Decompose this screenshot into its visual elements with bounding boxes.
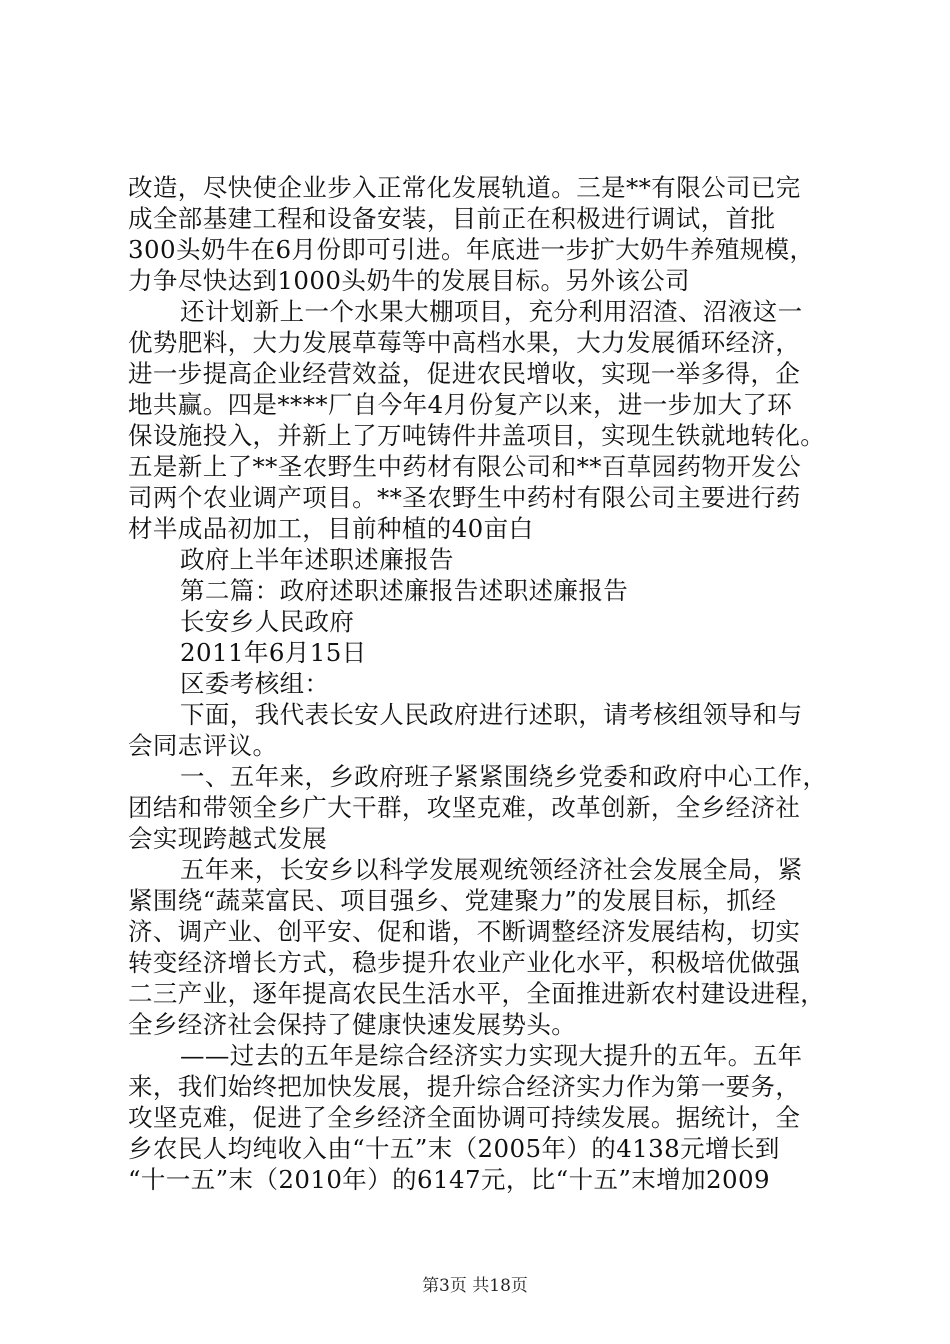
text-line: 乡农民人均纯收入由“十五”末（2005年）的4138元增长到: [128, 1134, 780, 1163]
text-line: 力争尽快达到1000头奶牛的发展目标。另外该公司: [128, 266, 690, 295]
text-line: 改造，尽快使企业步入正常化发展轨道。三是**有限公司已完: [128, 173, 801, 202]
document-body: [128, 172, 828, 1195]
text-line: 2011年6月15日: [180, 638, 367, 667]
text-line: “十一五”末（2010年）的6147元，比“十五”末增加2009: [128, 1165, 770, 1194]
text-line: 司两个农业调产项目。**圣农野生中药村有限公司主要进行药: [128, 483, 801, 512]
text-line: 会同志评议。: [128, 731, 278, 760]
text-line: 政府上半年述职述廉报告: [180, 545, 454, 574]
text-line: 一、五年来，乡政府班子紧紧围绕乡党委和政府中心工作，: [180, 762, 828, 791]
page-footer: 第3页 共18页: [422, 1276, 528, 1296]
text-line: 会实现跨越式发展: [128, 824, 328, 853]
text-line: 保设施投入，并新上了万吨铸件井盖项目，实现生铁就地转化。: [128, 421, 826, 450]
text-line: 下面，我代表长安人民政府进行述职，请考核组领导和与: [180, 700, 803, 729]
text-line: 五年来，长安乡以科学发展观统领经济社会发展全局，紧: [180, 855, 803, 884]
text-line: 五是新上了**圣农野生中药材有限公司和**百草园药物开发公: [128, 452, 802, 481]
text-line: 济、调产业、创平安、促和谐，不断调整经济发展结构，切实: [128, 917, 801, 946]
text-line: 优势肥料，大力发展草莓等中高档水果，大力发展循环经济，: [128, 328, 801, 357]
text-line: 地共赢。四是****厂自今年4月份复产以来，进一步加大了环: [128, 390, 793, 419]
text-line: 第二篇：政府述职述廉报告述职述廉报告: [180, 576, 629, 605]
text-line: 还计划新上一个水果大棚项目，充分利用沼渣、沼液这一: [180, 297, 803, 326]
text-line: 成全部基建工程和设备安装，目前正在积极进行调试，首批: [128, 204, 776, 233]
text-line: 长安乡人民政府: [180, 607, 355, 636]
text-line: 团结和带领全乡广大干群，攻坚克难，改革创新，全乡经济社: [128, 793, 801, 822]
text-line: 全乡经济社会保持了健康快速发展势头。: [128, 1010, 577, 1039]
text-line: 转变经济增长方式，稳步提升农业产业化水平，积极培优做强: [128, 948, 801, 977]
text-line: 紧围绕“蔬菜富民、项目强乡、党建聚力”的发展目标，抓经: [128, 886, 777, 915]
text-line: 区委考核组：: [180, 669, 330, 698]
text-line: 材半成品初加工，目前种植的40亩白: [128, 514, 534, 543]
text-line: 300头奶牛在6月份即可引进。年底进一步扩大奶牛养殖规模，: [128, 235, 815, 264]
text-line: ——过去的五年是综合经济实力实现大提升的五年。五年: [180, 1041, 803, 1070]
text-line: 进一步提高企业经营效益，促进农民增收，实现一举多得，企: [128, 359, 801, 388]
text-line: 攻坚克难，促进了全乡经济全面协调可持续发展。据统计，全: [128, 1103, 801, 1132]
text-line: 来，我们始终把加快发展，提升综合经济实力作为第一要务，: [128, 1072, 801, 1101]
text-line: 二三产业，逐年提高农民生活水平，全面推进新农村建设进程，: [128, 979, 826, 1008]
